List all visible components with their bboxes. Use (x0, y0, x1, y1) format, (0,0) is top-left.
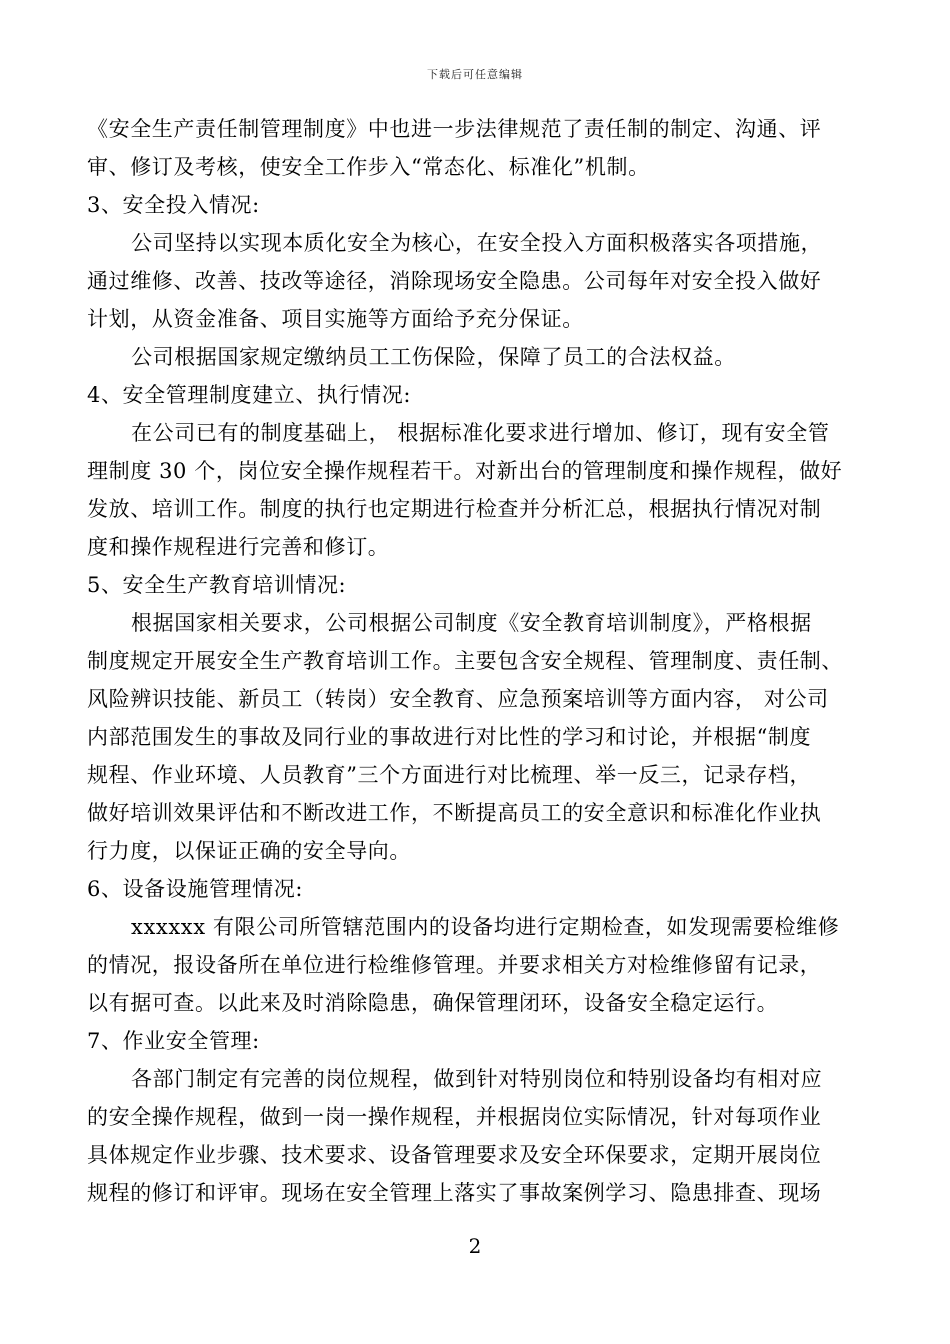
section-heading: 5、安全生产教育培训情况: (87, 573, 347, 597)
text-line: 规程、作业环境、人员教育”三个方面进行对比梳理、举一反三，记录存档， (87, 763, 812, 787)
text-line: 公司坚持以实现本质化安全为核心，在安全投入方面积极落实各项措施， (131, 231, 823, 255)
section-heading: 3、安全投入情况: (87, 193, 260, 217)
text-line: 根据国家相关要求，公司根据公司制度《安全教育培训制度》，严格根据 (131, 611, 812, 635)
section-heading: 4、安全管理制度建立、执行情况: (87, 383, 412, 407)
page-number: 2 (468, 1234, 482, 1258)
text-line: 的情况，报设备所在单位进行检维修管理。并要求相关方对检维修留有记录， (87, 953, 822, 977)
text-line: 风险辨识技能、新员工（转岗）安全教育、应急预案培训等方面内容， 对公司 (87, 687, 829, 711)
text-line: 通过维修、改善、技改等途径，消除现场安全隐患。公司每年对安全投入做好 (87, 269, 822, 293)
text-line: 行力度，以保证正确的安全导向。 (87, 839, 411, 863)
text-line: 各部门制定有完善的岗位规程，做到针对特别岗位和特别设备均有相对应 (131, 1067, 823, 1091)
section-heading: 7、作业安全管理: (87, 1029, 260, 1053)
text-line: 在公司已有的制度基础上， 根据标准化要求进行增加、修订，现有安全管 (131, 421, 830, 445)
text-line: 理制度 30 个，岗位安全操作规程若干。对新出台的管理制度和操作规程，做好 (87, 459, 843, 483)
document-body (87, 110, 877, 1212)
text-line: 具体规定作业步骤、技术要求、设备管理要求及安全环保要求，定期开展岗位 (87, 1143, 822, 1167)
text-line: 《安全生产责任制管理制度》中也进一步法律规范了责任制的制定、沟通、评 (87, 117, 822, 141)
text-line: 公司根据国家规定缴纳员工工伤保险，保障了员工的合法权益。 (131, 345, 736, 369)
text-line: 制度规定开展安全生产教育培训工作。主要包含安全规程、管理制度、责任制、 (87, 649, 843, 673)
page-header: 下载后可任意编辑 (427, 68, 523, 81)
text-line: 规程的修订和评审。现场在安全管理上落实了事故案例学习、隐患排查、现场 (87, 1181, 822, 1205)
text-line: 以有据可查。以此来及时消除隐患，确保管理闭环，设备安全稳定运行。 (87, 991, 779, 1015)
text-line: 内部范围发生的事故及同行业的事故进行对比性的学习和讨论，并根据“制度 (87, 725, 812, 749)
text-line: 的安全操作规程，做到一岗一操作规程，并根据岗位实际情况，针对每项作业 (87, 1105, 822, 1129)
text-line: 做好培训效果评估和不断改进工作，不断提高员工的安全意识和标准化作业执 (87, 801, 822, 825)
text-line: xxxxxx 有限公司所管辖范围内的设备均进行定期检查，如发现需要检维修 (131, 915, 840, 939)
text-line: 发放、培训工作。制度的执行也定期进行检查并分析汇总，根据执行情况对制 (87, 497, 822, 521)
text-line: 度和操作规程进行完善和修订。 (87, 535, 390, 559)
text-line: 计划，从资金准备、项目实施等方面给予充分保证。 (87, 307, 584, 331)
text-line: 审、修订及考核，使安全工作步入“常态化、标准化”机制。 (87, 155, 650, 179)
section-heading: 6、设备设施管理情况: (87, 877, 304, 901)
